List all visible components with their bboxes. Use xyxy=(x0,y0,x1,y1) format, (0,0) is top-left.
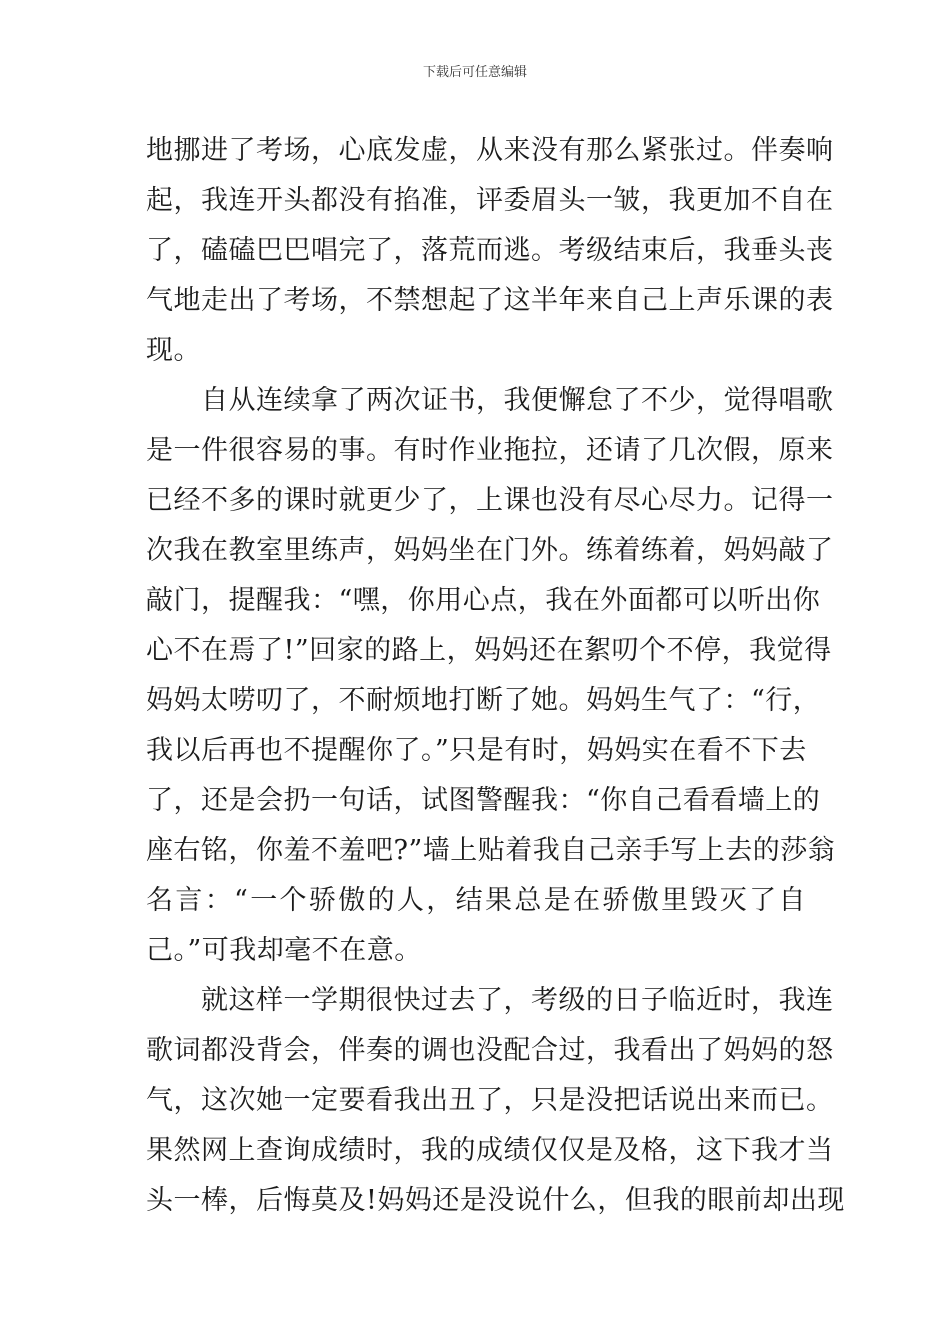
text-line: 头一棒，后悔莫及!妈妈还是没说什么，但我的眼前却出现 xyxy=(146,1185,845,1216)
text-line: 我以后再也不提醒你了。”只是有时，妈妈实在看不下去 xyxy=(146,735,807,766)
text-line: 妈妈太唠叨了，不耐烦地打断了她。妈妈生气了：“行， xyxy=(146,685,821,716)
text-line: 果然网上查询成绩时，我的成绩仅仅是及格，这下我才当 xyxy=(146,1135,834,1166)
text-line: 地挪进了考场，心底发虚，从来没有那么紧张过。伴奏响 xyxy=(146,135,834,166)
text-line: 歌词都没背会，伴奏的调也没配合过，我看出了妈妈的怒 xyxy=(146,1035,834,1066)
text-line: 是一件很容易的事。有时作业拖拉，还请了几次假，原来 xyxy=(146,435,834,466)
text-line: 就这样一学期很快过去了，考级的日子临近时，我连 xyxy=(146,985,834,1016)
text-line: 气，这次她一定要看我出丑了，只是没把话说出来而已。 xyxy=(146,1085,834,1116)
text-line: 自从连续拿了两次证书，我便懈怠了不少，觉得唱歌 xyxy=(146,385,834,416)
text-line: 次我在教室里练声，妈妈坐在门外。练着练着，妈妈敲了 xyxy=(146,535,834,566)
page-header: 下载后可任意编辑 xyxy=(422,65,527,80)
text-line: 起，我连开头都没有掐准，评委眉头一皱，我更加不自在 xyxy=(146,185,834,216)
paragraph xyxy=(146,376,836,976)
text-line: 气地走出了考场，不禁想起了这半年来自己上声乐课的表 xyxy=(146,285,834,316)
text-line: 已经不多的课时就更少了，上课也没有尽心尽力。记得一 xyxy=(146,485,834,516)
paragraph xyxy=(146,976,845,1226)
text-line: 了，磕磕巴巴唱完了，落荒而逃。考级结束后，我垂头丧 xyxy=(146,235,834,266)
text-line: 名言：“一个骄傲的人，结果总是在骄傲里毁灭了自 xyxy=(146,885,806,916)
text-line: 敲门，提醒我：“嘿，你用心点，我在外面都可以听出你 xyxy=(146,585,821,616)
document-body xyxy=(146,126,845,1226)
text-line: 心不在焉了!”回家的路上，妈妈还在絮叨个不停，我觉得 xyxy=(146,635,832,666)
text-line: 现。 xyxy=(146,335,201,366)
text-line: 己。”可我却毫不在意。 xyxy=(146,935,422,966)
text-line: 座右铭，你羞不羞吧?”墙上贴着我自己亲手写上去的莎翁 xyxy=(146,835,836,866)
paragraph xyxy=(146,126,834,376)
text-line: 了，还是会扔一句话，试图警醒我：“你自己看看墙上的 xyxy=(146,785,821,816)
